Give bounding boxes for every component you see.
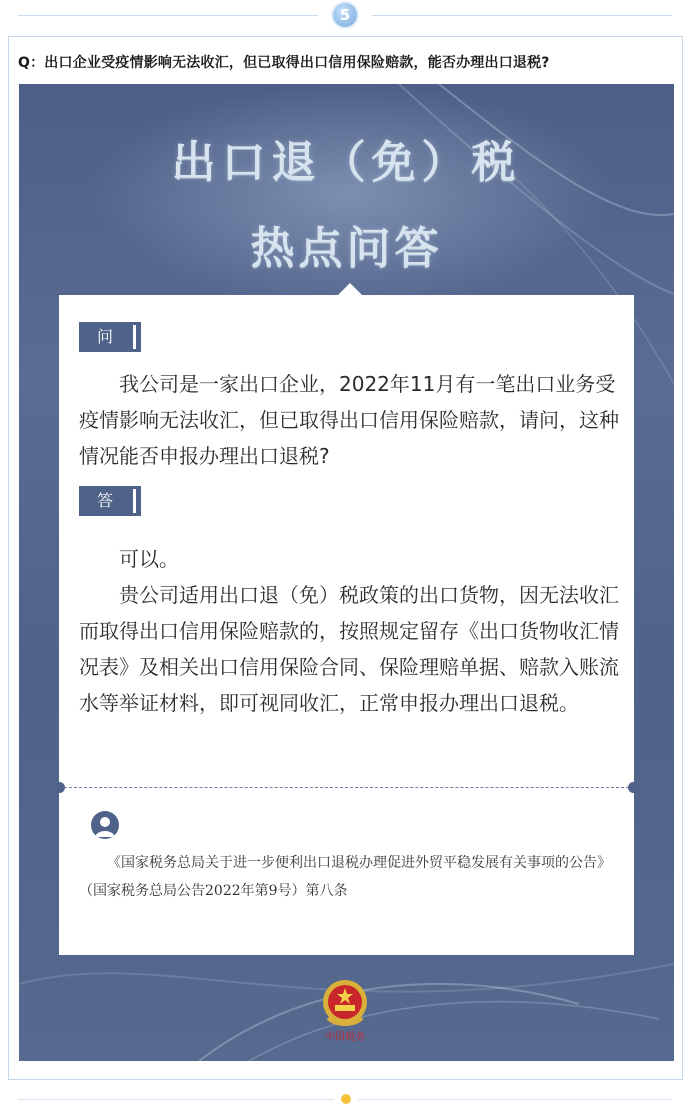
dashed-divider	[59, 787, 634, 788]
answer-label: 答	[79, 486, 141, 516]
reference-citation: 《国家税务总局关于进一步便利出口退税办理促进外贸平稳发展有关事项的公告》（国家税务总局公告2022年第9号）第八条	[79, 855, 611, 899]
divider-dot-left	[54, 782, 65, 793]
bottom-accent-dot	[341, 1094, 351, 1104]
panel-notch	[338, 283, 362, 295]
top-divider-right	[372, 15, 672, 16]
user-avatar-icon	[91, 811, 119, 839]
bottom-divider-left	[18, 1099, 334, 1100]
answer-paragraph: 可以。	[119, 547, 179, 571]
section-number-badge: 5	[333, 3, 357, 27]
bottom-divider-right	[358, 1099, 672, 1100]
question-label: 问	[79, 322, 141, 352]
emblem-caption: 中国税务	[325, 1032, 365, 1043]
question-heading: Q：出口企业受疫情影响无法收汇，但已取得出口信用保险赔款，能否办理出口退税?	[18, 55, 550, 71]
qa-poster	[19, 84, 674, 1061]
divider-dot-right	[628, 782, 639, 793]
poster-title-line2: 热点问答	[250, 223, 443, 274]
poster-title-line1: 出口退（免）税	[171, 137, 522, 188]
question-text: 我公司是一家出口企业，2022年11月有一笔出口业务受疫情影响无法收汇，但已取得出口信用保险赔款，请问，这种情况能否申报办理出口退税?	[79, 372, 619, 468]
qa-panel	[59, 295, 634, 955]
answer-paragraph: 贵公司适用出口退（免）税政策的出口货物，因无法收汇而取得出口信用保险赔款的，按照规定留存《出口货物收汇情况表》及相关出口信用保险合同、保险理赔单据、赔款入账流水等举证材料，即可视同收汇，正常申报办理出口退税。	[79, 583, 619, 715]
tax-emblem-icon	[314, 974, 376, 1044]
top-divider-left	[18, 15, 318, 16]
answer-text	[79, 541, 619, 721]
